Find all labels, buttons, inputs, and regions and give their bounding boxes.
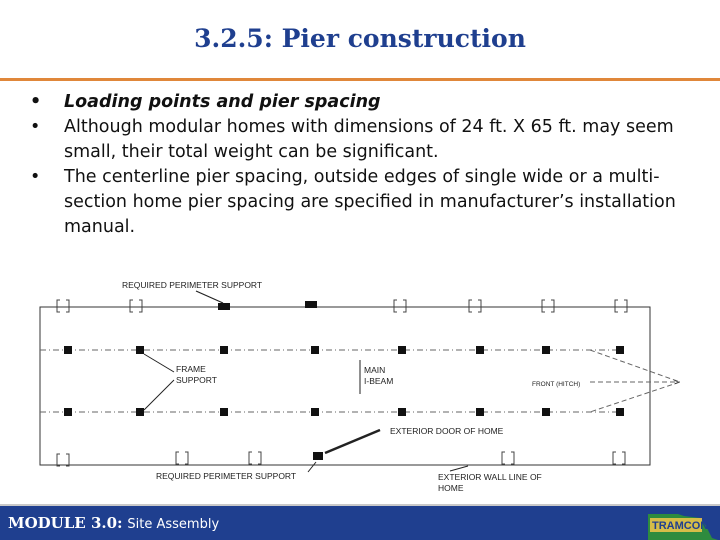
leader-frame-support-1: [144, 354, 174, 372]
module-number: MODULE 3.0:: [8, 514, 123, 532]
footer-bar: [0, 504, 720, 540]
label-front-hitch: FRONT (HITCH): [532, 381, 581, 388]
bullet-item: • Loading points and pier spacing: [30, 90, 700, 115]
leader-frame-support-2: [144, 380, 174, 410]
label-exterior-wall-2: HOME: [438, 483, 464, 493]
bullet-item: • The centerline pier spacing, outside edges of single wide or a multi-section home pier spacing are specified in manufacturer’s installation manual.: [30, 165, 700, 240]
perimeter-pier-solid: [218, 303, 230, 310]
pier-layout-diagram: [30, 272, 710, 504]
hitch-arrow: >: [674, 377, 679, 387]
bullet-item: • Although modular homes with dimensions of 24 ft. X 65 ft. may seem small, their total weight can be significant.: [30, 115, 700, 165]
leader-exterior-door: [325, 430, 380, 453]
logo-text: TRAMCON: [652, 520, 709, 532]
perimeter-piers-top: [57, 300, 627, 312]
label-required-perimeter-support-bottom: REQUIRED PERIMETER SUPPORT: [156, 471, 297, 481]
label-required-perimeter-support-top: REQUIRED PERIMETER SUPPORT: [122, 280, 263, 290]
perimeter-pier-solid: [313, 452, 323, 460]
label-exterior-wall-1: EXTERIOR WALL LINE OF: [438, 472, 542, 482]
label-main-ibeam-1: MAIN: [364, 365, 386, 375]
hitch-outline: [590, 350, 680, 412]
label-frame-support-1: FRAME: [176, 364, 206, 374]
footer-module-label: [8, 514, 219, 532]
leader-perimeter-top: [196, 291, 223, 303]
label-main-ibeam-2: I-BEAM: [364, 376, 394, 386]
bullet-list: [30, 90, 700, 240]
perimeter-pier-solid: [305, 301, 317, 308]
tramcon-logo: [648, 504, 720, 540]
label-frame-support-2: SUPPORT: [176, 375, 217, 385]
label-exterior-door: EXTERIOR DOOR OF HOME: [390, 426, 504, 436]
perimeter-piers-bottom: [57, 452, 625, 466]
leader-perimeter-bottom: [308, 462, 316, 472]
slide-title: 3.2.5: Pier construction: [194, 24, 526, 53]
title-divider: [0, 78, 720, 81]
leader-exterior-wall: [450, 466, 468, 471]
module-subtitle: Site Assembly: [127, 517, 220, 532]
